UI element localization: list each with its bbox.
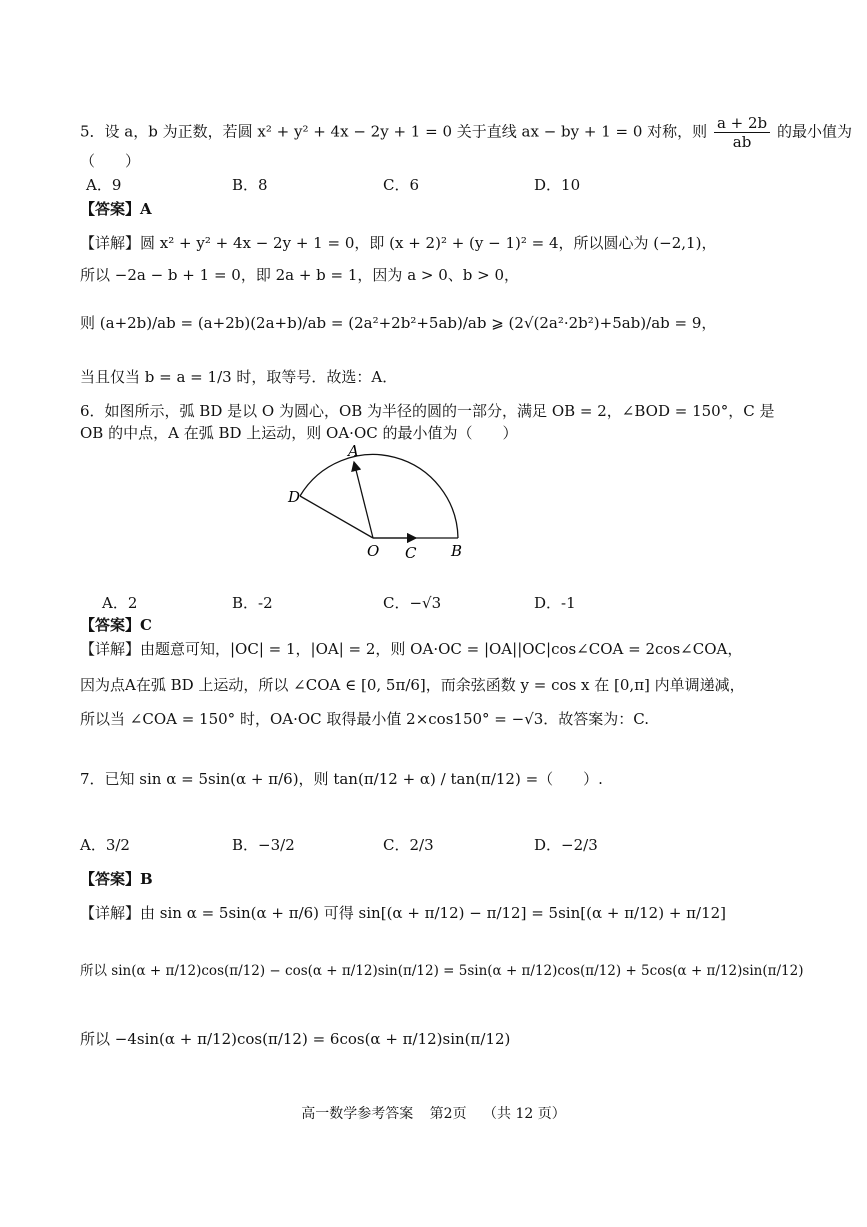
q5-option-b: B．8 [232,176,268,194]
q6-option-c: C．−√3 [383,594,442,612]
label-c: C [405,544,417,562]
vector-oa [354,462,373,538]
q6-option-a: A．2 [102,594,138,612]
q6-stem-2: OB 的中点，A 在弧 BD 上运动，则 OA·OC 的最小值为（ ） [80,424,518,442]
q5-detail-4: 当且仅当 b = a = 1/3 时，取等号．故选：A． [80,368,398,386]
q5-fraction-numerator: a + 2b [714,114,770,133]
q5-detail-3: 则 (a+2b)/ab = (a+2b)(2a+b)/ab = (2a²+2b²+5ab)/ab ⩾ (2√(2a²·2b²)+5ab)/ab = 9， [80,314,717,332]
q7-option-a: A．3/2 [80,836,130,854]
arc-bd [300,455,458,538]
q5-paren: （ ） [80,152,141,170]
q5-detail-1: 【详解】圆 x² + y² + 4x − 2y + 1 = 0，即 (x + 2)² + (y − 1)² = 4，所以圆心为 (−2,1)， [80,234,717,252]
q5-detail-2: 所以 −2a − b + 1 = 0，即 2a + b = 1，因为 a > 0、b > 0， [80,266,520,284]
segment-od [300,496,373,538]
q6-figure [270,440,500,570]
q7-option-c: C．2/3 [383,836,434,854]
footer-page-number: 第2页 [429,1106,467,1122]
label-b: B [451,542,463,560]
q7-detail-3: 所以 −4sin(α + π/12)cos(π/12) = 6cos(α + π/12)sin(π/12) [80,1030,511,1048]
q5-option-d: D．10 [534,176,581,194]
q6-detail-3: 所以当 ∠COA = 150° 时，OA·OC 取得最小值 2×cos150° = −√3．故答案为：C. [80,710,650,728]
q7-option-b: B．−3/2 [232,836,295,854]
q5-option-c: C．6 [383,176,420,194]
q5-fraction [714,114,770,151]
q5-stem [80,114,852,151]
label-d: D [288,488,301,506]
page-footer [0,1103,867,1123]
q6-option-d: D．-1 [534,594,576,612]
q7-detail-2: 所以 sin(α + π/12)cos(π/12) − cos(α + π/12)sin(π/12) = 5sin(α + π/12)cos(π/12) + 5cos(α + π/12)sin(π/12) [80,963,804,979]
q6-detail-1: 【详解】由题意可知，|OC| = 1，|OA| = 2，则 OA·OC = |OA||OC|cos∠COA = 2cos∠COA， [80,640,743,658]
q7-answer: 【答案】B [80,870,153,888]
label-o: O [367,542,380,560]
q5-answer: 【答案】A [80,200,152,218]
footer-page-total: （共 12 页） [483,1106,566,1122]
q6-answer: 【答案】C [80,616,152,634]
q5-option-a: A．9 [86,176,122,194]
q7-detail-1: 【详解】由 sin α = 5sin(α + π/6) 可得 sin[(α + π/12) − π/12] = 5sin[(α + π/12) + π/12] [80,904,727,922]
footer-title: 高一数学参考答案 [301,1106,414,1122]
q6-stem-1: 6．如图所示，弧 BD 是以 O 为圆心，OB 为半径的圆的一部分，满足 OB = 2，∠BOD = 150°，C 是 [80,402,775,420]
q5-fraction-denominator: ab [732,133,752,151]
q7-option-d: D．−2/3 [534,836,598,854]
label-a: A [348,442,359,460]
q6-detail-2: 因为点A在弧 BD 上运动，所以 ∠COA ∈ [0, 5π/6]，而余弦函数 y = cos x 在 [0,π] 内单调递减， [80,676,745,694]
q5-stem-tail: 的最小值为 [776,122,852,141]
q7-stem: 7．已知 sin α = 5sin(α + π/6)，则 tan(π/12 + α) / tan(π/12) =（ ）. [80,770,603,788]
q5-stem-text: 5．设 a，b 为正数，若圆 x² + y² + 4x − 2y + 1 = 0 关于直线 ax − by + 1 = 0 对称，则 [80,122,708,141]
q6-option-b: B．-2 [232,594,273,612]
